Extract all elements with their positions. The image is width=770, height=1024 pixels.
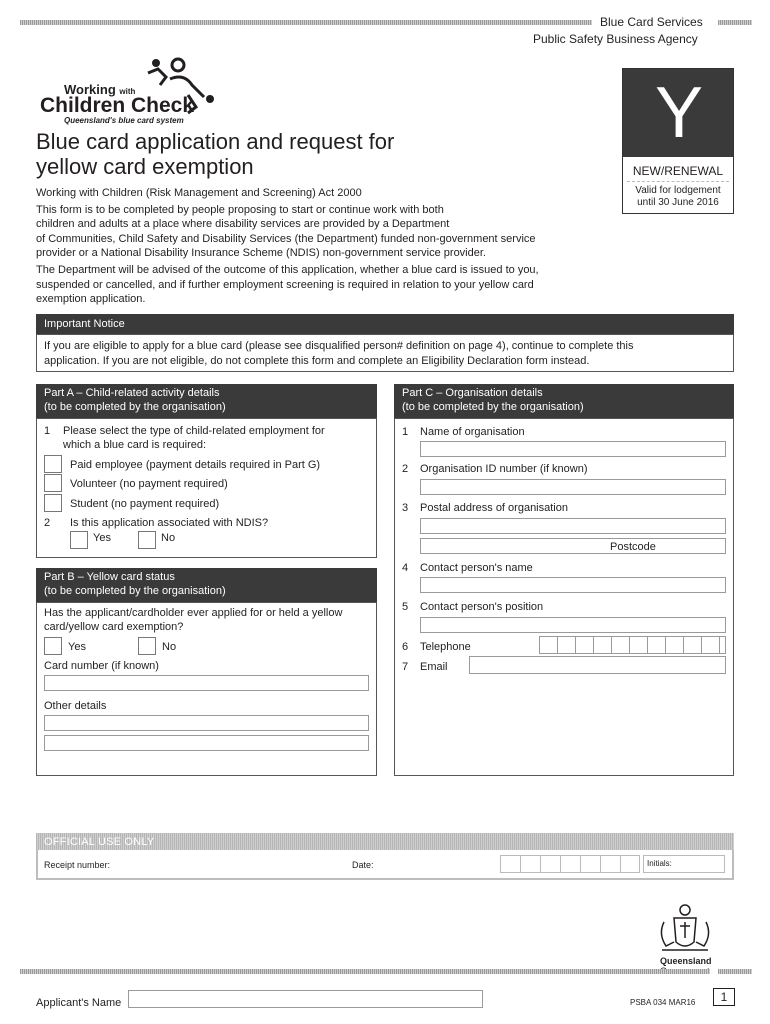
part-c-2-num: 2 xyxy=(402,463,409,475)
intro-p1-line1: This form is to be completed by people proposing to start or continue work with both xyxy=(36,204,444,216)
notice-line1: If you are eligible to apply for a blue card (please see disqualified person# definition on page 4), continue to complete this xyxy=(44,340,634,352)
part-c-1-label: Name of organisation xyxy=(420,426,525,438)
postcode-label: Postcode xyxy=(610,541,656,553)
valid-line2: until 30 June 2016 xyxy=(637,197,719,208)
yellow-card-no-checkbox[interactable] xyxy=(138,637,156,655)
part-c-7-num: 7 xyxy=(402,661,409,673)
postal-address-field-2[interactable] xyxy=(420,538,726,554)
page-title-line1: Blue card application and request for xyxy=(36,129,395,154)
part-a-q1-line1: Please select the type of child-related employment for xyxy=(63,425,325,437)
ybox-divider xyxy=(627,181,729,182)
part-a-q1-line2: which a blue card is required: xyxy=(63,439,207,451)
page-number-box xyxy=(713,988,735,1006)
ndis-yes-label: Yes xyxy=(93,532,111,544)
part-c-4-num: 4 xyxy=(402,562,409,574)
bottom-rule-right xyxy=(718,969,752,974)
part-b-q-line1: Has the applicant/cardholder ever applied for or held a yellow xyxy=(44,607,343,619)
working-with-children-logo xyxy=(38,55,228,125)
form-code: PSBA 034 MAR16 xyxy=(630,998,696,1007)
page-title-line2: yellow card exemption xyxy=(36,154,254,179)
telephone-field[interactable] xyxy=(539,636,726,654)
part-c-7-label: Email xyxy=(420,661,448,673)
email-field[interactable] xyxy=(469,656,726,674)
part-a-q2: Is this application associated with NDIS? xyxy=(70,517,269,529)
top-rule xyxy=(20,20,592,25)
part-c-1-num: 1 xyxy=(402,426,409,438)
contact-position-field[interactable] xyxy=(420,617,726,633)
part-c-heading: Part C – Organisation details (to be completed by the organisation) xyxy=(394,384,734,418)
volunteer-checkbox[interactable] xyxy=(44,474,62,492)
queensland-crest-icon xyxy=(650,902,720,954)
paid-employee-label: Paid employee (payment details required in Part G) xyxy=(70,459,321,471)
part-c-3-label: Postal address of organisation xyxy=(420,502,568,514)
card-number-label: Card number (if known) xyxy=(44,660,159,672)
notice-line2: application. If you are not eligible, do not complete this form and complete an Eligibility Declaration form instead. xyxy=(44,355,590,367)
ndis-yes-checkbox[interactable] xyxy=(70,531,88,549)
logo-tagline: Queensland's blue card system xyxy=(64,116,184,125)
part-b-heading: Part B – Yellow card status (to be completed by the organisation) xyxy=(36,568,377,602)
part-c-4-label: Contact person's name xyxy=(420,562,533,574)
part-a-q1-num: 1 xyxy=(44,425,51,437)
student-label: Student (no payment required) xyxy=(70,498,220,510)
page-number: 1 xyxy=(720,990,728,1004)
intro-p2-line2: suspended or cancelled, and if further employment screening is required in relation to your yellow card xyxy=(36,279,534,291)
official-date-field[interactable] xyxy=(500,855,640,873)
volunteer-label: Volunteer (no payment required) xyxy=(70,478,228,490)
student-checkbox[interactable] xyxy=(44,494,62,512)
initials-label: Initials: xyxy=(647,859,672,868)
receipt-number-label: Receipt number: xyxy=(44,860,111,870)
yellow-card-yes-label: Yes xyxy=(68,641,86,653)
card-number-field[interactable] xyxy=(44,675,369,691)
part-c-5-num: 5 xyxy=(402,601,409,613)
official-use-title: OFFICIAL USE ONLY xyxy=(44,836,155,848)
ndis-no-checkbox[interactable] xyxy=(138,531,156,549)
y-letter-panel xyxy=(623,69,733,157)
applicant-name-label: Applicant's Name xyxy=(36,997,122,1009)
other-details-field-2[interactable] xyxy=(44,735,369,751)
agency-line2: Public Safety Business Agency xyxy=(533,32,698,46)
organisation-id-field[interactable] xyxy=(420,479,726,495)
yellow-card-no-label: No xyxy=(162,641,177,653)
yellow-card-yes-checkbox[interactable] xyxy=(44,637,62,655)
ndis-no-label: No xyxy=(161,532,176,544)
agency-line1: Blue Card Services xyxy=(600,15,703,29)
intro-p2-line3: exemption application. xyxy=(36,293,146,305)
top-rule-right xyxy=(718,20,752,25)
intro-p2-line1: The Department will be advised of the outcome of this application, whether a blue card is issued to you, xyxy=(36,264,539,276)
queensland-government-logo xyxy=(650,902,720,974)
part-c-6-label: Telephone xyxy=(420,641,471,653)
part-c-3-num: 3 xyxy=(402,502,409,514)
other-details-field-1[interactable] xyxy=(44,715,369,731)
y-card-box xyxy=(622,68,734,214)
official-use-heading xyxy=(36,833,734,850)
part-c-5-label: Contact person's position xyxy=(420,601,544,613)
bottom-rule xyxy=(20,969,710,974)
part-c-2-label: Organisation ID number (if known) xyxy=(420,463,588,475)
other-details-label: Other details xyxy=(44,700,107,712)
valid-line1: Valid for lodgement xyxy=(635,185,721,196)
intro-p1-line2: children and adults at a place where disability services are provided by a Department xyxy=(36,218,450,230)
notice-heading: Important Notice xyxy=(36,314,734,334)
intro-p1-line4: provider or a National Disability Insurance Scheme (NDIS) non-government service provider. xyxy=(36,247,486,259)
postal-address-field-1[interactable] xyxy=(420,518,726,534)
part-b-q-line2: card/yellow card exemption? xyxy=(44,621,184,633)
paid-employee-checkbox[interactable] xyxy=(44,455,62,473)
y-letter: Y xyxy=(655,73,704,153)
qld-line1: Queensland xyxy=(660,956,712,966)
part-c-6-num: 6 xyxy=(402,641,409,653)
contact-name-field[interactable] xyxy=(420,577,726,593)
logo-working: Working with xyxy=(64,82,136,97)
applicant-name-field[interactable] xyxy=(128,990,483,1008)
date-label: Date: xyxy=(352,860,374,870)
new-renewal-label: NEW/RENEWAL xyxy=(632,164,724,178)
part-a-q2-num: 2 xyxy=(44,517,51,529)
logo-children-check: Children Check xyxy=(40,94,195,117)
intro-p1-line3: of Communities, Child Safety and Disability Services (the Department) funded non-government service xyxy=(36,233,536,245)
part-a-heading: Part A – Child-related activity details (to be completed by the organisation) xyxy=(36,384,377,418)
intro-act: Working with Children (Risk Management and Screening) Act 2000 xyxy=(36,187,362,199)
organisation-name-field[interactable] xyxy=(420,441,726,457)
